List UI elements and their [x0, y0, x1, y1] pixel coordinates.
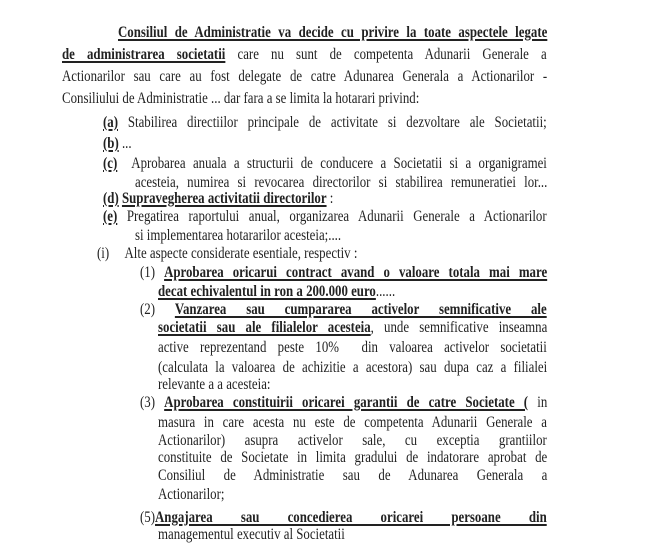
regular-text: Actionarilor;	[158, 486, 225, 503]
regular-text: ...	[118, 135, 132, 152]
numbered-item-3-line-2-text	[158, 413, 547, 432]
intro-line-2-text	[62, 45, 547, 64]
numbered-item-5-line-2-clipped	[158, 525, 383, 544]
bold-underlined-text: Vanzarea sau cumpararea activelor semnificative ale	[174, 301, 547, 318]
numbered-item-2-line-5-text	[158, 375, 270, 394]
numbered-item-1-line-1-text	[140, 263, 547, 282]
numbered-item-3-line-6-text	[158, 485, 224, 504]
numbered-item-3-line-6	[158, 485, 238, 504]
bold-underlined-text: (e)	[103, 208, 118, 225]
numbered-item-2-line-2-text	[158, 318, 547, 337]
regular-text: active reprezentand peste 10% din valoarea activelor societatii	[158, 339, 547, 356]
list-item-a	[103, 113, 638, 132]
regular-text: (calculata la valoarea de achizitie a acestora) sau dupa caz a filialei	[158, 359, 548, 376]
list-item-e-line-2	[135, 226, 383, 245]
intro-line-1	[118, 23, 635, 42]
list-item-e-line-1	[103, 207, 637, 226]
regular-text: care nu sunt de competenta Adunarii Generale a	[225, 46, 547, 63]
bold-underlined-text: (b)	[103, 135, 119, 152]
regular-text: Pregatirea raportului anual, organizarea Adunarii Generale a Actionarilor	[117, 208, 547, 225]
regular-text: Consiliul de Administratie sau de Adunarea Generala a	[158, 467, 548, 484]
regular-text: relevante a a acesteia:	[158, 376, 271, 393]
regular-text: Consiliului de Administratie ... dar fara a se limita la hotarari privind:	[62, 90, 420, 107]
regular-text: in	[528, 394, 548, 411]
numbered-item-1-line-2-text	[158, 282, 395, 301]
regular-text: (i) Alte aspecte considerate esentiale, respectiv :	[97, 245, 358, 262]
bold-underlined-text: Aprobarea constituirii oricarei garantii de catre Societate (	[164, 394, 529, 411]
numbered-item-2-line-5	[158, 375, 294, 394]
bold-underlined-text: (d)	[103, 190, 119, 207]
numbered-item-2-line-2	[158, 318, 627, 337]
numbered-item-3-line-1-text	[140, 393, 547, 412]
list-item-b-text	[103, 134, 132, 153]
regular-text: Actionarilor sau care au fost delegate de catre Adunarea Generala a Actionarilor -	[62, 68, 548, 85]
list-item-a-text	[103, 113, 547, 132]
bold-underlined-text: Consiliul de Administratie va decide cu privire la toate aspectele legate	[118, 24, 548, 41]
bold-underlined-text: Angajarea sau concedierea oricarei persoane din	[155, 509, 547, 526]
list-item-d	[103, 189, 381, 208]
regular-text: (1)	[140, 264, 165, 281]
numbered-item-3-line-2	[158, 413, 627, 432]
regular-text: Actionarilor) asupra activelor sale, cu exceptia grantiilor	[158, 432, 547, 449]
intro-line-3	[62, 67, 647, 86]
numbered-item-2-line-1	[140, 300, 630, 319]
bold-underlined-text: (c)	[103, 155, 118, 172]
intro-line-1-text	[118, 23, 547, 42]
regular-text: (2)	[140, 301, 175, 318]
list-item-e-line-1-text	[103, 207, 547, 226]
numbered-item-3-line-1	[140, 393, 631, 412]
regular-text: , unde semnificative inseamna	[370, 319, 548, 336]
numbered-item-3-line-4-text	[158, 448, 547, 467]
regular-text: (3)	[140, 394, 165, 411]
numbered-item-1-line-2	[158, 282, 444, 301]
regular-text: ......	[375, 283, 396, 300]
regular-text: Aprobarea anuala a structurii de conducere a Societatii si a organigramei	[117, 155, 547, 172]
item-i	[97, 244, 411, 263]
numbered-item-2-line-3	[158, 338, 626, 357]
intro-line-2	[62, 45, 646, 64]
regular-text: masura in care acesta nu este de competenta Adunarii Generale a	[158, 414, 547, 431]
list-item-c-line-1	[103, 154, 638, 173]
regular-text: constituite de Societate in limita gradului de indatorare aprobat de	[158, 449, 548, 466]
bold-underlined-text: de administrarea societatii	[62, 46, 226, 63]
list-item-d-text	[103, 189, 333, 208]
intro-line-4-text	[62, 89, 419, 108]
bold-underlined-text: societatii sau ale filialelor acesteia	[158, 319, 371, 336]
regular-text: (5)	[140, 509, 156, 526]
bold-underlined-text: decat echivalentul in ron a 200.000 euro	[158, 283, 376, 300]
numbered-item-2-line-1-text	[140, 300, 547, 319]
list-item-c-line-1-text	[103, 154, 547, 173]
regular-text: si implementarea hotararilor acesteia;....	[135, 227, 342, 244]
numbered-item-3-line-5-text	[158, 466, 547, 485]
numbered-item-1-line-1	[140, 263, 631, 282]
list-item-e-line-2-text	[135, 226, 341, 245]
bold-underlined-text: Aprobarea oricarui contract avand o valoare totala mai mare	[164, 264, 548, 281]
regular-text: managementul executiv al Societatii	[158, 526, 345, 543]
intro-line-3-text	[62, 67, 547, 86]
regular-text: acesteia, numirea si revocarea directorilor si stabilirea remuneratiei lor...	[135, 174, 548, 191]
numbered-item-5-line-2-clipped-text	[158, 525, 345, 544]
bold-underlined-text: (a)	[103, 114, 119, 131]
regular-text: :	[326, 190, 334, 207]
numbered-item-2-line-3-text	[158, 338, 547, 357]
regular-text: Stabilirea directiilor principale de activitate si dezvoltare ale Societatii;	[118, 114, 547, 131]
list-item-b	[103, 134, 137, 153]
intro-line-4	[62, 89, 492, 108]
item-i-text	[97, 244, 357, 263]
numbered-item-3-line-5	[158, 466, 627, 485]
bold-underlined-text: Supravegherea activitatii directorilor	[121, 190, 327, 207]
numbered-item-3-line-4	[158, 448, 627, 467]
